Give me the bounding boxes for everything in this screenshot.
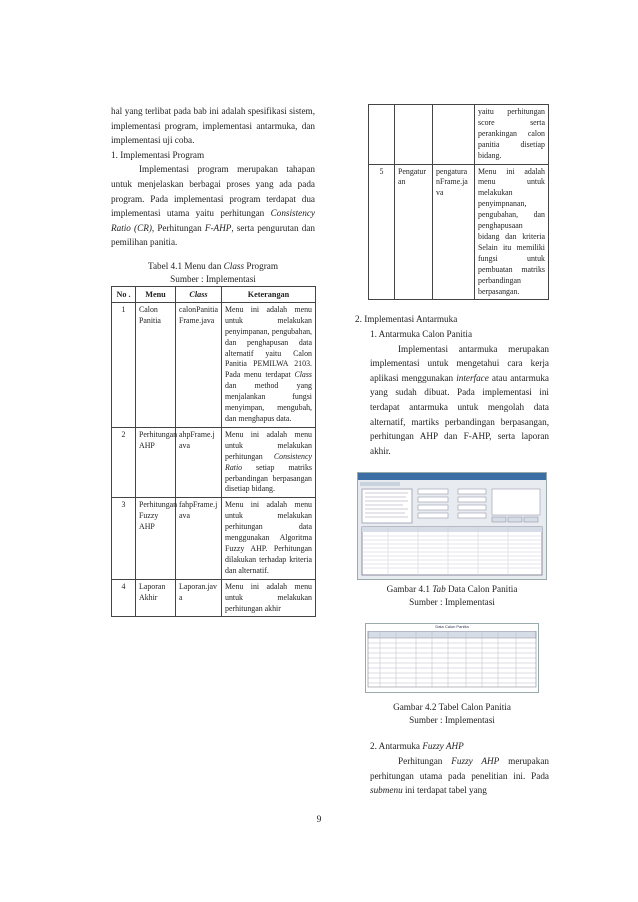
right-column — [355, 104, 549, 798]
page-number: 9 — [316, 815, 322, 825]
menu-class-table — [111, 286, 316, 617]
figure2-source: Sumber : Implementasi — [409, 715, 495, 726]
sub1-heading: 1. Antarmuka Calon Panitia — [370, 329, 473, 339]
section2-heading: 2. Implementasi Antarmuka — [355, 314, 458, 325]
menu-class-table-continued — [368, 104, 549, 300]
table-row: 3 Perhitungan Fuzzy AHP fahpFrame.java Menu ini adalah menu untuk melakukan perhitungan data menggunakan Algoritma Fuzzy AHP. Perhitungan dilakukan terhadap kriteria dan alternatif. — [112, 498, 316, 579]
table-row: 2 Perhitungan AHP ahpFrame.java Menu ini adalah menu untuk melakukan perhitungan Consistency Ratio setiap matriks perbandingan berpasangan disetiap bidang. — [112, 427, 316, 497]
table-row: yaitu perhitungan score serta perankingan calon panitia disetiap bidang. — [369, 105, 549, 165]
table-caption: Tabel 4.1 Menu dan Class Program — [147, 260, 279, 271]
intro-paragraph: hal yang terlibat pada bab ini adalah spesifikasi sistem, implementasi program, implementasi antarmuka, dan implementasi uji coba. — [111, 106, 315, 146]
section1-heading: 1. Implementasi Program — [111, 149, 205, 160]
figure2-caption: Gambar 4.2 Tabel Calon Panitia — [393, 702, 511, 713]
left-column — [111, 104, 315, 617]
table-header-row — [112, 286, 316, 302]
calon-panitia-table-screenshot — [365, 623, 539, 693]
calon-panitia-form-image — [358, 473, 546, 579]
table-row: 1 Calon Panitia calonPanitiaFrame.java Menu ini adalah menu untuk melakukan penyimpanan, pengubahan, dan penghapusan data alternatif yaitu Calon Panitia PEMILWA 2103. Pada menu terdapat Class dan method yang menjalankan fungsi menyimpan, mengubah, dan menghapus data. — [112, 302, 316, 427]
table-row: 4 Laporan Akhir Laporan.java Menu ini adalah menu untuk melakukan perhitungan akhir — [112, 579, 316, 617]
figure2-header: Data Calon Panitia — [435, 624, 469, 630]
header-menu: Menu — [136, 286, 176, 302]
sub1-paragraph: Implementasi antarmuka merupakan implementasi untuk mengetahui cara kerja aplikasi menggunakan interface atau antarmuka yang sudah dibuat. Pada implementasi ini terdapat antarmuka untuk mengolah data alternatif, martiks perbandingan berpasangan, perhitungan AHP dan F-AHP, serta laporan akhir. — [370, 343, 549, 456]
table-row: 5 Pengaturan pengaturanFrame.java Menu ini adalah menu untuk melakukan penyimpnanan, pengubahan, dan penghapusaan bidang dan kriteria Selain itu memiliki fungsi untuk pembuatan matriks perbandingan berpasangan. — [369, 164, 549, 300]
figure1-caption: Gambar 4.1 Tab Data Calon Panitia — [386, 584, 518, 595]
calon-panitia-table-image — [366, 631, 538, 691]
table-source: Sumber : Implementasi — [170, 273, 256, 284]
figure1-source: Sumber : Implementasi — [409, 597, 495, 608]
sub2-heading: 2. Antarmuka Fuzzy AHP — [370, 741, 464, 752]
header-no: No . — [112, 286, 136, 302]
sub2-paragraph: Perhitungan Fuzzy AHP merupakan perhitungan utama pada penelitian ini. Pada submenu ini terdapat tabel yang — [370, 755, 549, 796]
header-keterangan: Keterangan — [222, 286, 316, 302]
section1-paragraph: Implementasi program merupakan tahapan untuk menjelaskan berbagai proses yang ada pada program. Pada implementasi program terdapat dua implementasi utama yaitu perhitungan Consistency Ratio (CR), Perhitungan F-AHP, serta pengurutan dan pemilihan panitia. — [111, 164, 315, 248]
calon-panitia-screenshot — [357, 472, 547, 580]
header-class: Class — [176, 286, 222, 302]
